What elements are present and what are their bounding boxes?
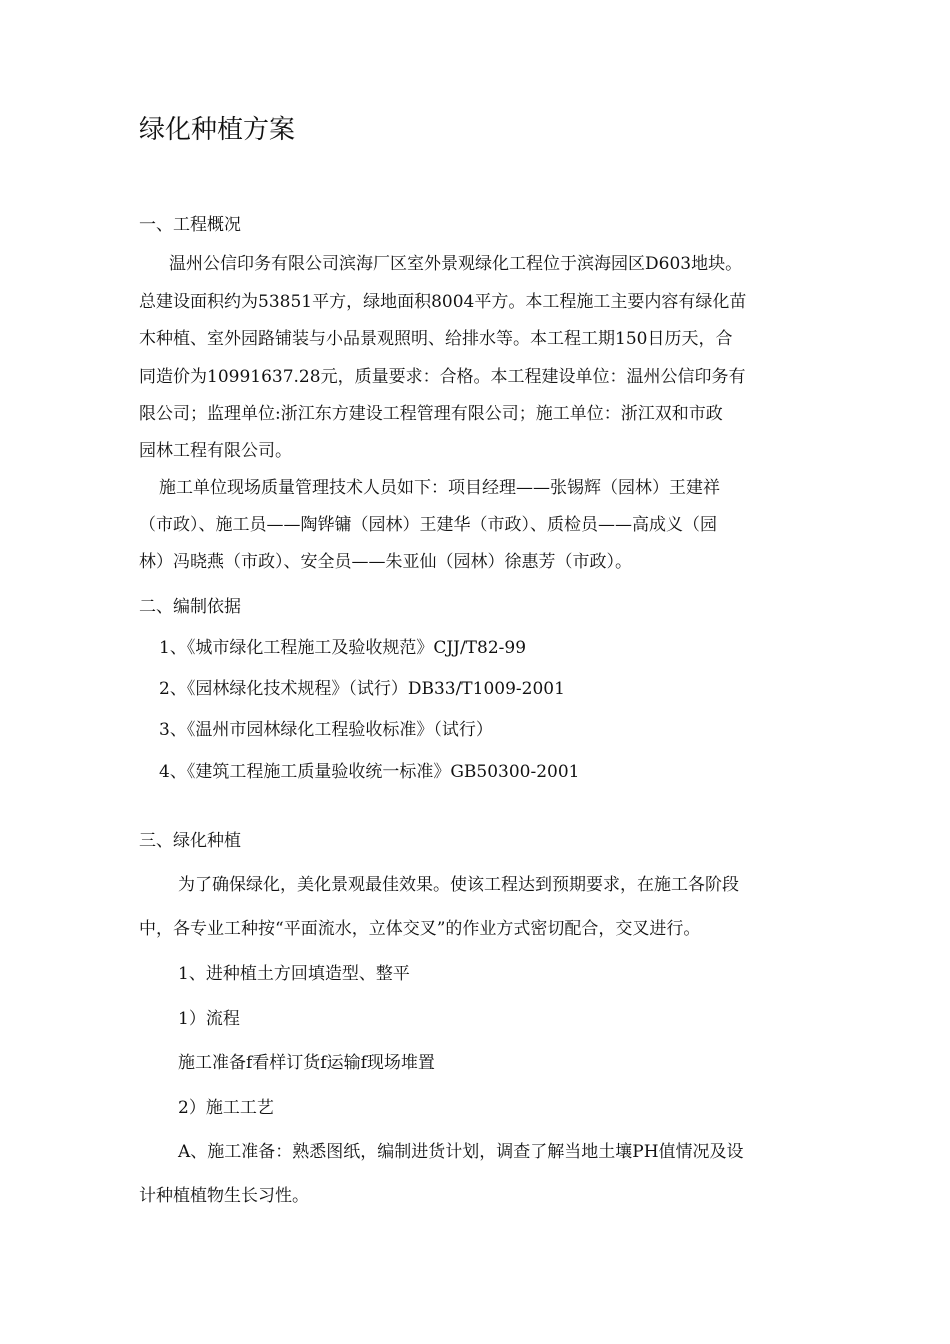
preparation-line-2: 计种植植物生长习性。: [139, 1186, 309, 1206]
staff-line-1: 施工单位现场质量管理技术人员如下：项目经理——张锡辉（园林）王建祥: [159, 478, 720, 498]
section-heading-basis: 二、编制依据: [139, 597, 241, 617]
basis-item-4: 4、《建筑工程施工质量验收统一标准》GB50300-2001: [159, 762, 580, 782]
section-heading-planting: 三、绿化种植: [139, 831, 241, 851]
process-flow: 施工准备f看样订货f运输f现场堆置: [178, 1053, 435, 1073]
subheading-technique: 2）施工工艺: [178, 1098, 274, 1118]
overview-line-2: 总建设面积约为53851平方，绿地面积8004平方。本工程施工主要内容有绿化苗: [139, 292, 747, 312]
subheading-backfill: 1、进种植土方回填造型、整平: [178, 964, 410, 984]
section-heading-overview: 一、工程概况: [139, 215, 241, 235]
overview-line-5: 限公司；监理单位:浙江东方建设工程管理有限公司；施工单位：浙江双和市政: [139, 404, 723, 424]
staff-line-3: 林）冯晓燕（市政）、安全员——朱亚仙（园林）徐惠芳（市政）。: [139, 552, 632, 572]
basis-item-2: 2、《园林绿化技术规程》（试行）DB33/T1009-2001: [159, 679, 565, 699]
basis-item-1: 1、《城市绿化工程施工及验收规范》CJJ/T82-99: [159, 638, 527, 658]
planting-line-1: 为了确保绿化，美化景观最佳效果。使该工程达到预期要求，在施工各阶段: [178, 875, 739, 895]
subheading-process: 1）流程: [178, 1009, 240, 1029]
preparation-line-1: A、施工准备：熟悉图纸，编制进货计划，调查了解当地土壤PH值情况及设: [178, 1142, 744, 1162]
basis-item-3: 3、《温州市园林绿化工程验收标准》（试行）: [159, 720, 493, 740]
planting-line-2: 中，各专业工种按“平面流水，立体交叉”的作业方式密切配合，交叉进行。: [139, 919, 701, 939]
overview-line-6: 园林工程有限公司。: [139, 441, 292, 461]
overview-line-1: 温州公信印务有限公司滨海厂区室外景观绿化工程位于滨海园区D603地块。: [169, 254, 743, 274]
page-title: 绿化种植方案: [139, 115, 296, 145]
overview-line-3: 木种植、室外园路铺装与小品景观照明、给排水等。本工程工期150日历天，合: [139, 329, 733, 349]
staff-line-2: （市政）、施工员——陶铧镛（园林）王建华（市政）、质检员——高成义（园: [139, 515, 717, 535]
overview-line-4: 同造价为10991637.28元，质量要求：合格。本工程建设单位：温州公信印务有: [139, 367, 746, 387]
